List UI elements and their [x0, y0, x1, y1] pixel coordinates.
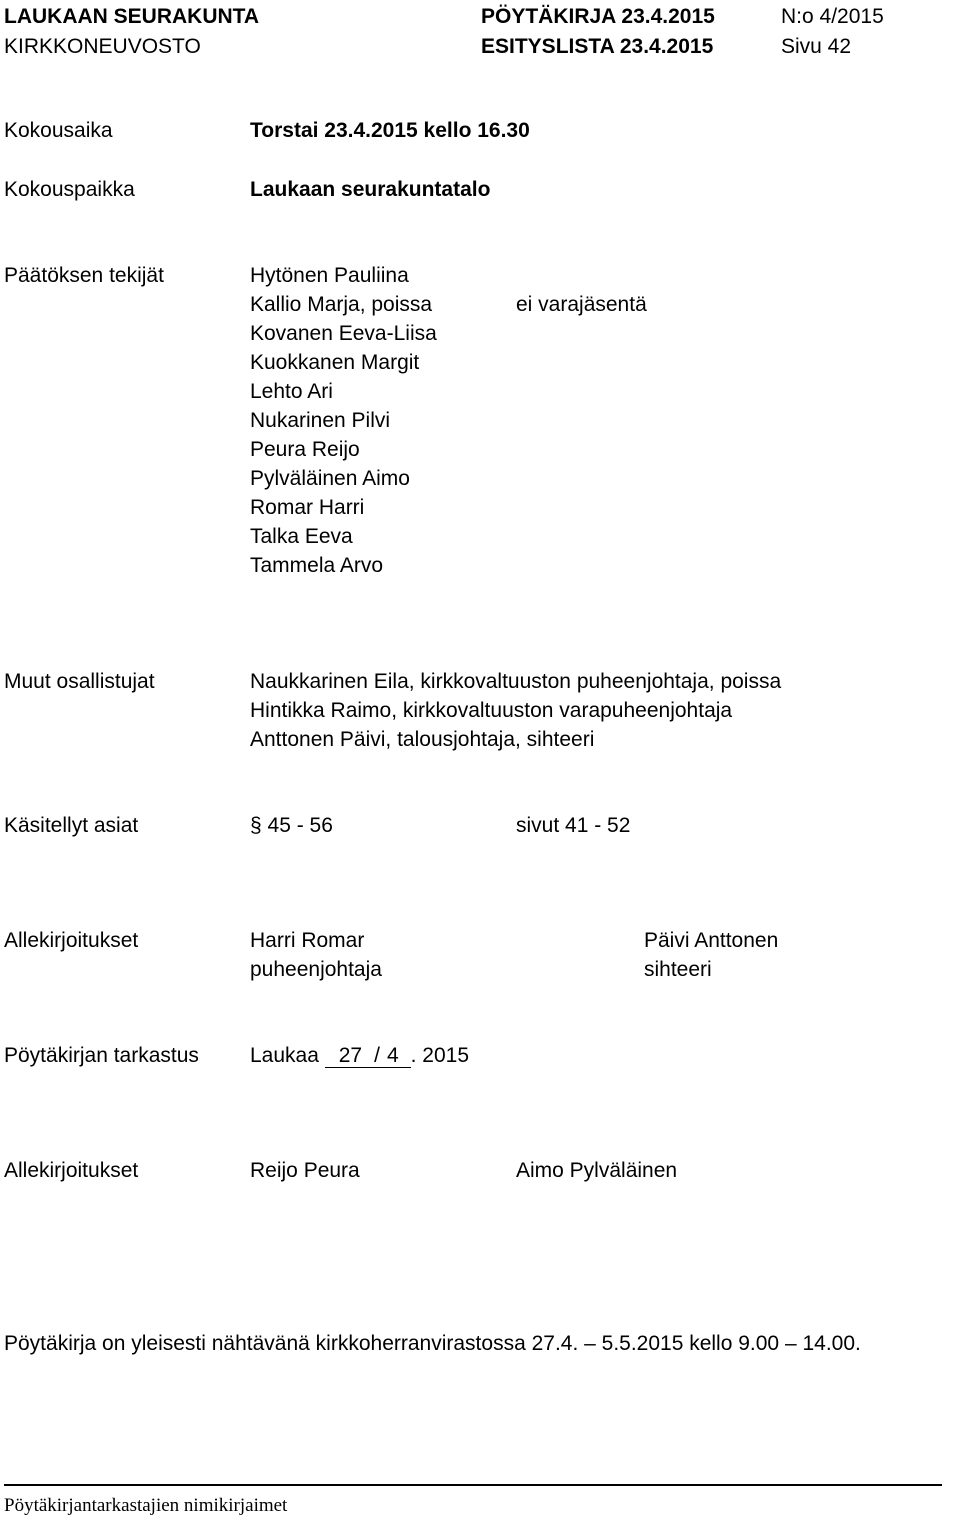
items-pages: sivut 41 - 52	[516, 814, 631, 837]
section-sign: §	[250, 814, 262, 837]
chair-role: puheenjohtaja	[250, 958, 382, 981]
decision-maker-name: Talka Eeva	[250, 525, 353, 548]
decision-maker-name: Hytönen Pauliina	[250, 264, 409, 287]
review-month: 4	[383, 1045, 411, 1068]
review-slash: /	[365, 1045, 383, 1068]
participant-entry: Naukkarinen Eila, kirkkovaltuuston puheenjohtaja, poissa	[250, 670, 782, 693]
participant-entry: Anttonen Päivi, talousjohtaja, sihteeri	[250, 728, 595, 751]
review-label: Pöytäkirjan tarkastus	[4, 1044, 199, 1067]
other-participants-label: Muut osallistujat	[4, 670, 155, 693]
document-title: PÖYTÄKIRJA 23.4.2015	[481, 5, 715, 28]
decision-maker-name: Kuokkanen Margit	[250, 351, 420, 374]
reviewer-name: Aimo Pylväläinen	[516, 1159, 678, 1182]
reviewer-name: Reijo Peura	[250, 1159, 360, 1182]
decision-maker-name: Tammela Arvo	[250, 554, 384, 577]
no-deputy-note: ei varajäsentä	[516, 293, 647, 316]
items-label: Käsitellyt asiat	[4, 814, 139, 837]
meeting-place-value: Laukaan seurakuntatalo	[250, 178, 491, 201]
decision-maker-name: Lehto Ari	[250, 380, 333, 403]
body-name: KIRKKONEUVOSTO	[4, 35, 201, 58]
public-notice: Pöytäkirja on yleisesti nähtävänä kirkkoherranvirastossa 27.4. – 5.5.2015 kello 9.00 – 14.00.	[4, 1332, 861, 1355]
footer-initials-label: Pöytäkirjantarkastajien nimikirjaimet	[4, 1495, 288, 1516]
decision-makers-label: Päätöksen tekijät	[4, 264, 164, 287]
agenda-title: ESITYSLISTA 23.4.2015	[481, 35, 714, 58]
chair-name: Harri Romar	[250, 929, 365, 952]
page-number: Sivu 42	[781, 35, 852, 58]
participant-entry: Hintikka Raimo, kirkkovaltuuston varapuheenjohtaja	[250, 699, 733, 722]
review-day: 27	[325, 1045, 365, 1068]
meeting-time-value: Torstai 23.4.2015 kello 16.30	[250, 119, 530, 142]
section-range: 45 - 56	[267, 814, 333, 837]
meeting-place-label: Kokouspaikka	[4, 178, 135, 201]
decision-maker-name: Pylväläinen Aimo	[250, 467, 410, 490]
org-name: LAUKAAN SEURAKUNTA	[4, 5, 260, 28]
document-number: N:o 4/2015	[781, 5, 884, 28]
meeting-time-label: Kokousaika	[4, 119, 113, 142]
signatures-label: Allekirjoitukset	[4, 929, 139, 952]
review-place: Laukaa	[250, 1044, 319, 1067]
reviewer-signatures-label: Allekirjoitukset	[4, 1159, 139, 1182]
review-place-date	[250, 1045, 469, 1068]
items-range	[250, 815, 333, 836]
decision-maker-name: Peura Reijo	[250, 438, 360, 461]
decision-maker-name: Romar Harri	[250, 496, 365, 519]
secretary-name: Päivi Anttonen	[644, 929, 779, 952]
review-year: . 2015	[410, 1044, 470, 1067]
decision-maker-name: Kovanen Eeva-Liisa	[250, 322, 437, 345]
footer-divider	[4, 1484, 942, 1486]
decision-maker-name: Kallio Marja, poissa	[250, 293, 433, 316]
secretary-role: sihteeri	[644, 958, 712, 981]
decision-maker-name: Nukarinen Pilvi	[250, 409, 391, 432]
